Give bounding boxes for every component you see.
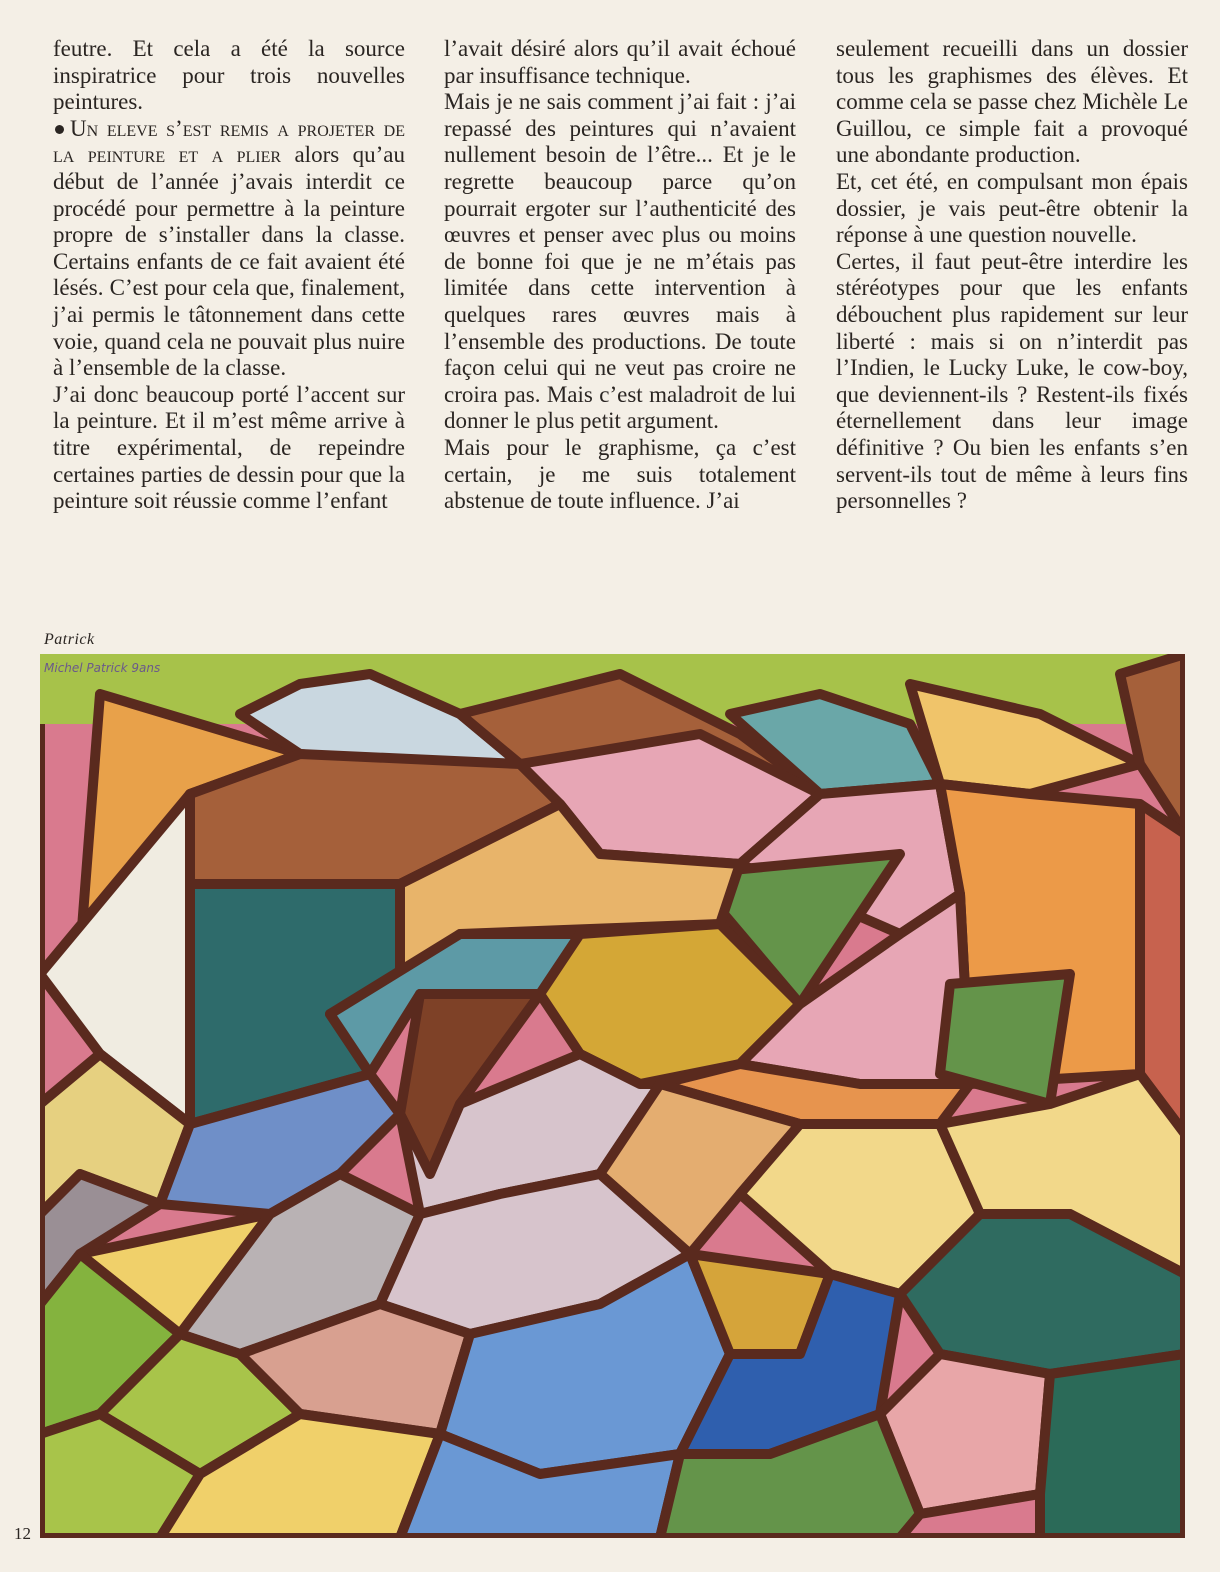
paragraph: Mais je ne sais comment j’ai fait : j’ai repassé des peintures qui n’avaient nullement besoin de l’être... Et je le regrette beaucoup parce qu’on pourrait ergoter sur l’authenticité des œuvres et penser avec plus ou moins de bonne foi que je ne m’étais pas limitée dans cette intervention à quelques rares œuvres mais à l’ensemble des productions. De toute façon celui qui ne veut pas croire ne croira pas. Mais c’est maladroit de lui donner le plus petit argument. [444,89,796,434]
paragraph: J’ai donc beaucoup porté l’accent sur la peinture. Et il m’est même arrive à titre expérimental, de repeindre certaines parties de dessin pour que la peinture soit réussie comme l’enfant [53,381,405,514]
abstract-painting [40,654,1185,1538]
svg-text:Michel Patrick 9ans: Michel Patrick 9ans [44,661,161,675]
smallcaps-lead: Un eleve s’est remis a projeter de la peinture et a plier [53,115,405,168]
paragraph: feutre. Et cela a été la source inspiratrice pour trois nouvelles peintures. [53,36,405,115]
paragraph: Certes, il faut peut-être interdire les stéréotypes pour que les enfants débouchent plus rapidement sur leur liberté : mais si on n’interdit pas l’Indien, le Lucky Luke, le cow-boy, que deviennent-ils ? Restent-ils fixés éternellement dans leur image définitive ? Ou bien les enfants s’en servent-ils tout de même à leurs fins personnelles ? [836,248,1188,514]
text-column-2 [444,36,796,515]
article-columns [53,36,1188,596]
paragraph: l’avait désiré alors qu’il avait échoué par insuffisance technique. [444,36,796,88]
paragraph-text: alors qu’au début de l’année j’avais interdit ce procédé pour permettre à la peinture propre de s’installer dans la classe. Certains enfants de ce fait avaient été lésés. C’est pour cela que, finalement, j’ai permis le tâtonnement dans cette voie, quand cela ne pouvait plus nuire à l’ensemble de la classe. [53,142,405,381]
paragraph: Mais pour le graphisme, ça c’est certain, je me suis totalement abstenue de toute influence. J’ai [444,434,796,514]
paragraph: seulement recueilli dans un dossier tous les graphismes des élèves. Et comme cela se passe chez Michèle Le Guillou, ce simple fait a provoqué une abondante production. [836,36,1188,168]
page-number: 12 [14,1524,31,1543]
figure-caption: Patrick [44,631,95,648]
text-column-3 [836,36,1188,515]
paragraph [53,116,405,382]
bullet-icon [55,125,64,134]
paragraph: Et, cet été, en compulsant mon épais dossier, je vais peut-être obtenir la réponse à une question nouvelle. [836,168,1188,248]
text-column-1 [53,36,405,515]
